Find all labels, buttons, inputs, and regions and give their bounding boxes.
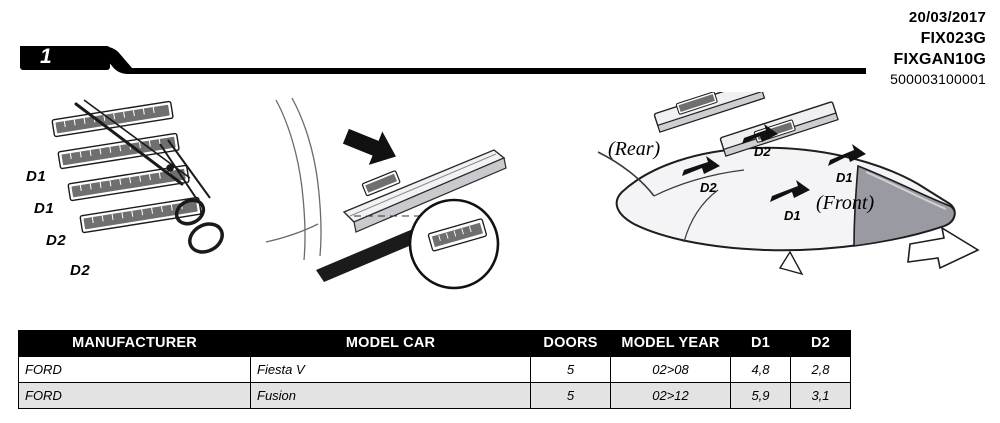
column-header-d1: D1 xyxy=(731,331,791,357)
cell-d2: 3,1 xyxy=(791,383,851,409)
label-rear: (Rear) xyxy=(608,138,661,160)
arrow-label-d1-front: D1 xyxy=(836,170,853,185)
arrow-label-d2-rear: D2 xyxy=(700,180,717,195)
cell-manufacturer: FORD xyxy=(19,383,251,409)
cell-doors: 5 xyxy=(531,357,611,383)
dimension-label-d2-second: D2 xyxy=(70,262,91,279)
cell-d1: 4,8 xyxy=(731,357,791,383)
dimension-label-d2-first: D2 xyxy=(46,232,67,249)
column-header-model-car: MODEL CAR xyxy=(251,331,531,357)
cell-manufacturer: FORD xyxy=(19,357,251,383)
label-front: (Front) xyxy=(816,192,875,214)
column-header-model-year: MODEL YEAR xyxy=(611,331,731,357)
cell-model-year: 02>12 xyxy=(611,383,731,409)
table-row xyxy=(19,383,851,409)
figure-strip-application xyxy=(258,92,526,292)
product-code-primary: FIX023G xyxy=(920,29,986,47)
table-header-row xyxy=(19,331,851,357)
dimension-label-d1-first: D1 xyxy=(26,168,47,185)
cell-model: Fiesta V xyxy=(251,357,531,383)
cell-d1: 5,9 xyxy=(731,383,791,409)
document-serial-number: 500003100001 xyxy=(890,71,986,88)
figure-measuring-strips xyxy=(10,92,260,292)
cell-model: Fusion xyxy=(251,383,531,409)
column-header-manufacturer: MANUFACTURER xyxy=(19,331,251,357)
step-number: 1 xyxy=(40,45,53,68)
document-meta xyxy=(890,8,986,88)
arrow-label-d2-front: D2 xyxy=(754,144,771,159)
cell-doors: 5 xyxy=(531,383,611,409)
cell-d2: 2,8 xyxy=(791,357,851,383)
arrow-label-d1-rear: D1 xyxy=(784,208,801,223)
table-row xyxy=(19,357,851,383)
detail-callout xyxy=(410,200,498,288)
step-banner xyxy=(18,42,868,80)
insert-arrow-icon xyxy=(339,120,403,174)
column-header-d2: D2 xyxy=(791,331,851,357)
cell-model-year: 02>08 xyxy=(611,357,731,383)
figure-roof-overview xyxy=(558,92,998,302)
dimension-label-d1-second: D1 xyxy=(34,200,55,217)
document-date: 20/03/2017 xyxy=(908,9,986,26)
column-header-doors: DOORS xyxy=(531,331,611,357)
product-code-secondary: FIXGAN10G xyxy=(893,50,986,68)
illustration-area xyxy=(0,92,1000,314)
vehicle-fitment-table-wrapper xyxy=(18,330,850,409)
vehicle-fitment-table xyxy=(18,330,851,409)
